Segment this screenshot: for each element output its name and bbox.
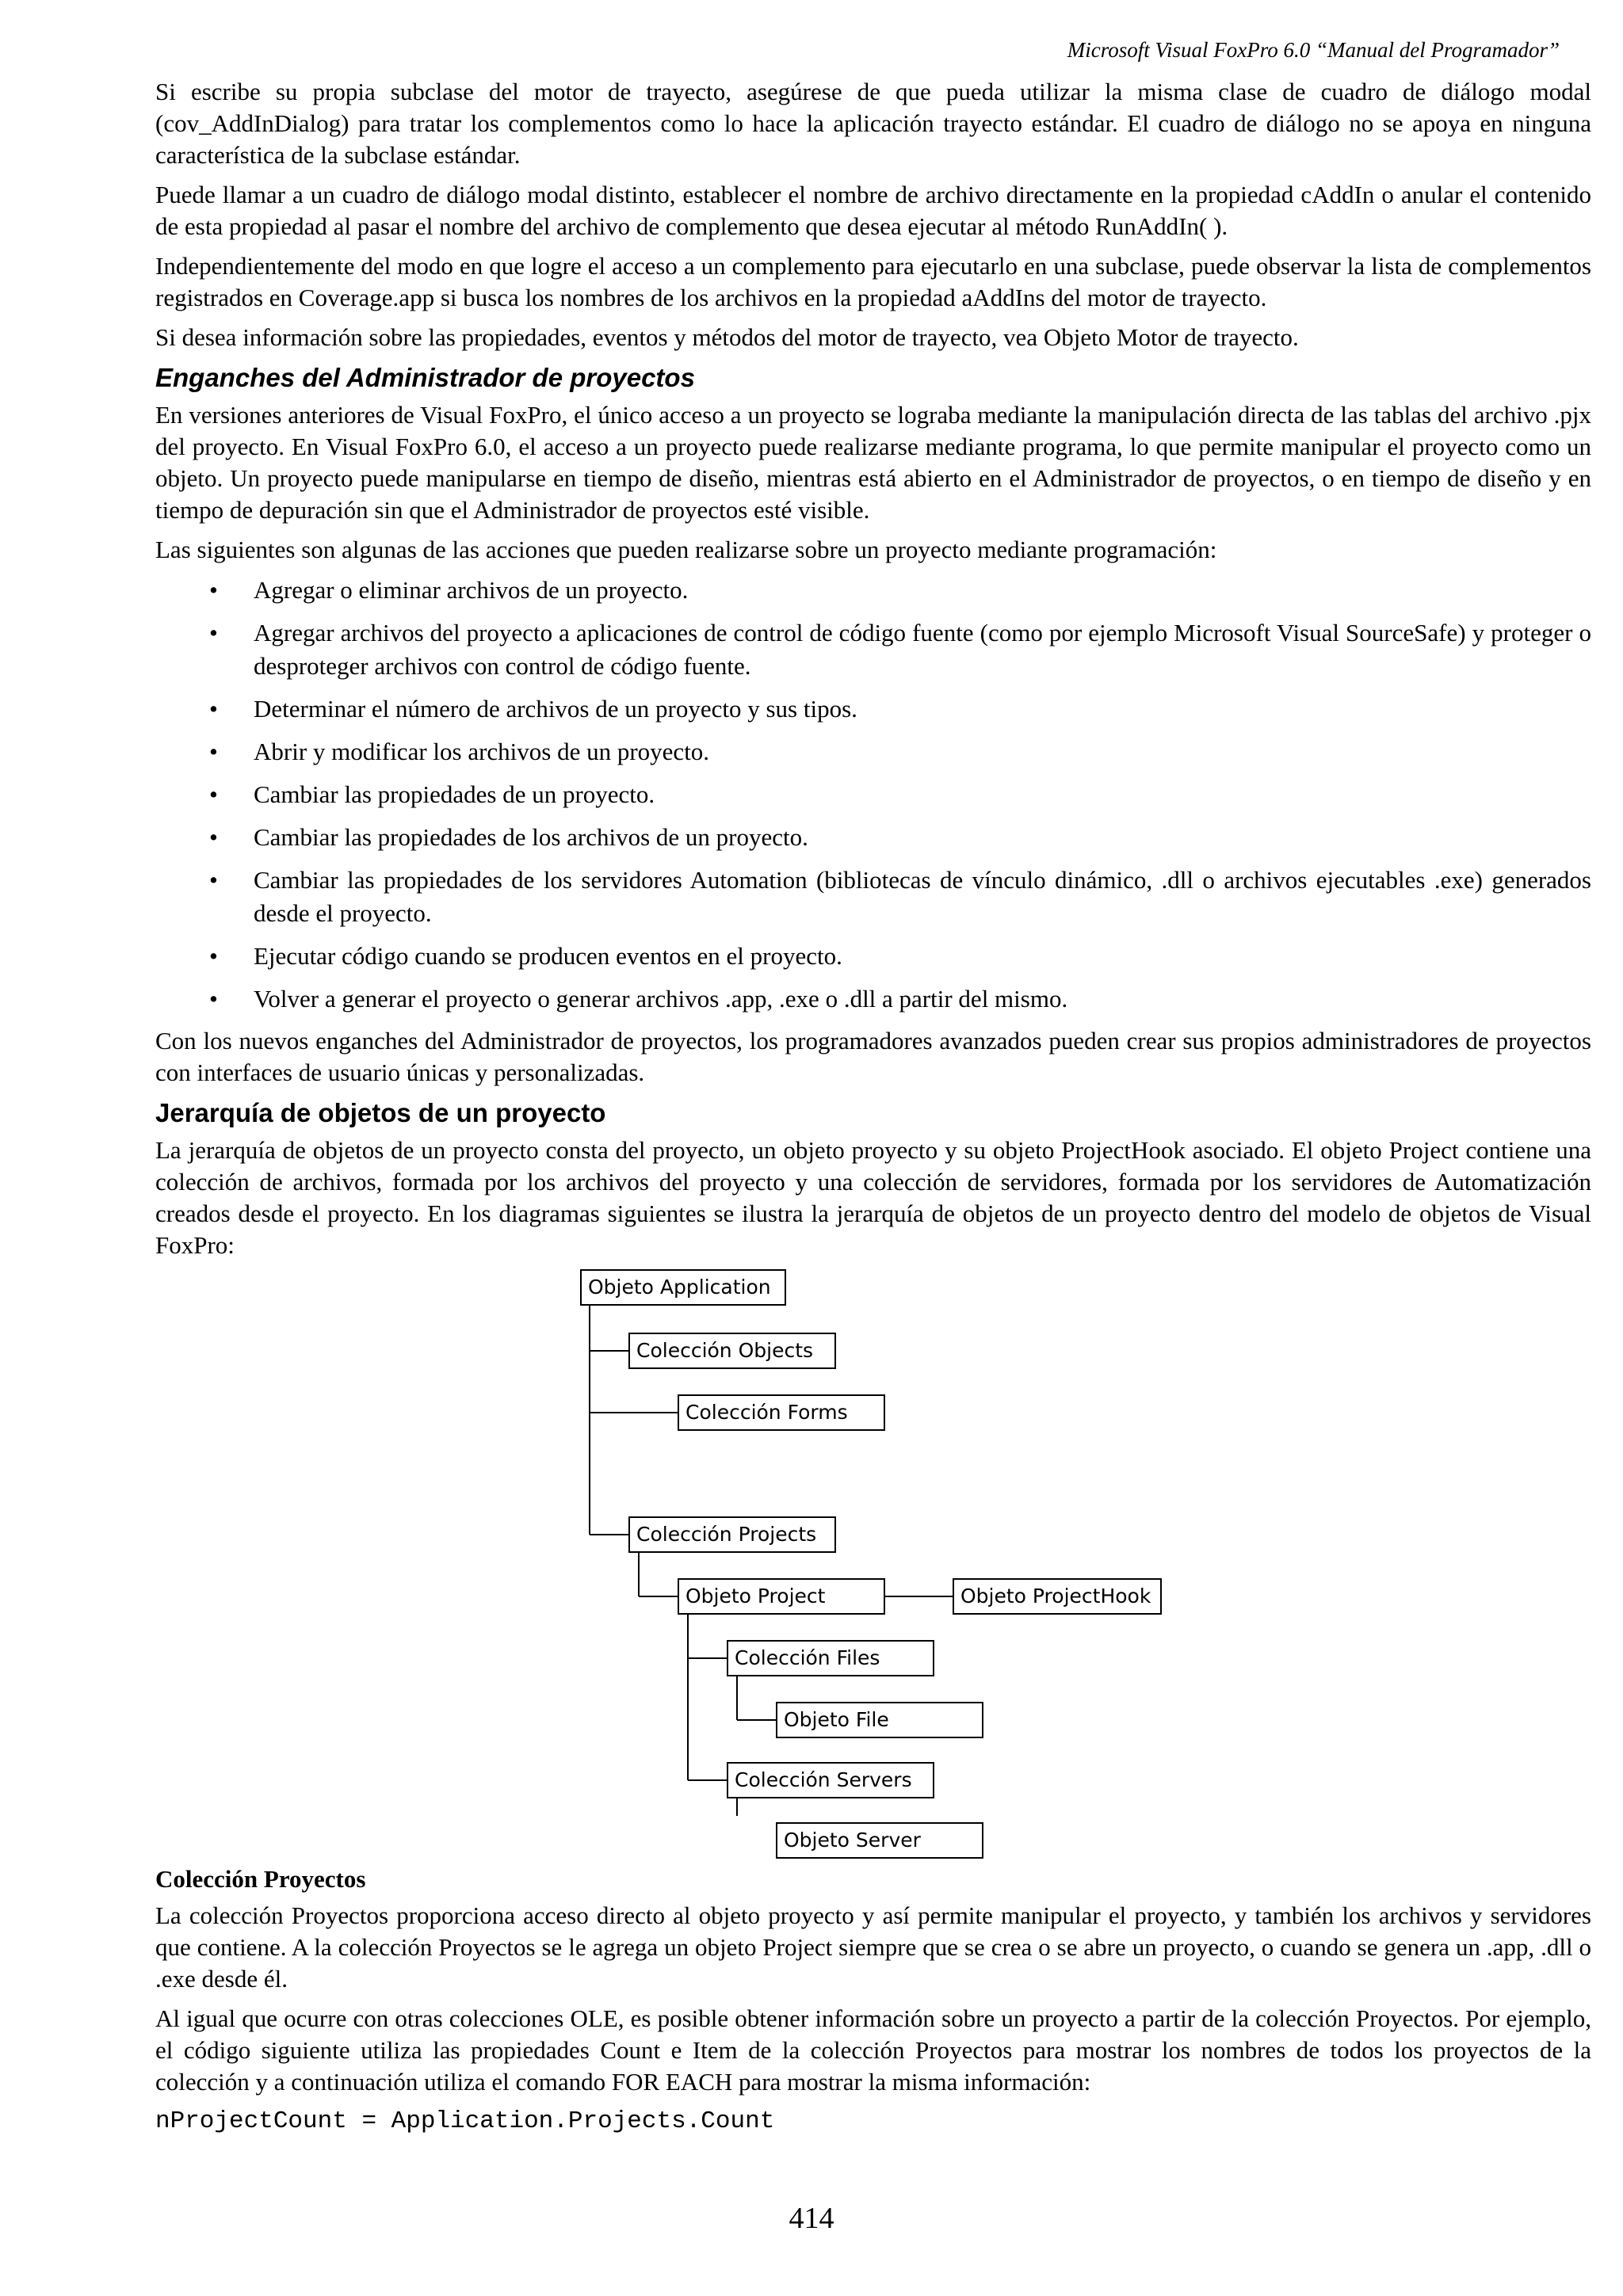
node-objeto-projecthook: Objeto ProjectHook — [953, 1578, 1162, 1615]
node-objeto-server: Objeto Server — [776, 1822, 983, 1859]
intro-paragraph-4: Si desea información sobre las propiedades, eventos y métodos del motor de trayecto, vea Objeto Motor de trayecto. — [155, 323, 1299, 351]
object-hierarchy-diagram — [155, 1269, 1591, 1852]
section-title-hierarchy: Jerarquía de objetos de un proyecto — [155, 1098, 606, 1127]
node-coleccion-servers: Colección Servers — [727, 1762, 934, 1798]
list-item: • Agregar archivos del proyecto a aplicaciones de control de código fuente (como por ejemplo Microsoft Visual SourceSafe) y proteger o desproteger archivos con control de código fuente. — [155, 616, 1591, 683]
list-item: • Cambiar las propiedades de un proyecto. — [155, 778, 1591, 811]
page-number: 414 — [789, 2202, 834, 2235]
node-coleccion-projects: Colección Projects — [628, 1516, 836, 1553]
collection-paragraph-1: La colección Proyectos proporciona acceso directo al objeto proyecto y así permite manipular el proyecto, y también los archivos y servidores que contiene. A la colección Proyectos se le agrega un objeto Project siempre que se crea o se abre un proyecto, o cuando se genera un .app, .dll o .exe desde él. — [155, 1901, 1591, 1993]
node-objeto-file: Objeto File — [776, 1702, 983, 1738]
bullet-icon: • — [209, 823, 218, 851]
intro-paragraph-1: Si escribe su propia subclase del motor de trayecto, asegúrese de que pueda utilizar la misma clase de cuadro de diálogo modal (cov_AddInDialog) para tratar los complementos como lo hace la aplicación trayecto estándar. El cuadro de diálogo no se apoya en ninguna característica de la subclase estándar. — [155, 78, 1591, 169]
bullet-icon: • — [209, 942, 218, 970]
node-objeto-application: Objeto Application — [580, 1269, 786, 1306]
list-item: • Cambiar las propiedades de los servidores Automation (bibliotecas de vínculo dinámico, .dll o archivos ejecutables .exe) generados desde el proyecto. — [155, 864, 1591, 930]
running-header: Microsoft Visual FoxPro 6.0 “Manual del Programador” — [1067, 38, 1560, 62]
actions-bullet-list — [155, 574, 1591, 1016]
hooks-paragraph-2: Las siguientes son algunas de las acciones que pueden realizarse sobre un proyecto mediante programación: — [155, 536, 1217, 563]
bullet-icon: • — [209, 738, 218, 765]
bullet-icon: • — [209, 695, 218, 723]
list-item: • Volver a generar el proyecto o generar archivos .app, .exe o .dll a partir del mismo. — [155, 982, 1591, 1016]
section-title-collection: Colección Proyectos — [155, 1865, 366, 1893]
list-item: • Cambiar las propiedades de los archivos de un proyecto. — [155, 821, 1591, 854]
list-item: • Abrir y modificar los archivos de un proyecto. — [155, 735, 1591, 769]
intro-paragraph-2: Puede llamar a un cuadro de diálogo modal distinto, establecer el nombre de archivo directamente en la propiedad cAddIn o anular el contenido de esta propiedad al pasar el nombre del archivo de complemento que desea ejecutar al método RunAddIn( ). — [155, 181, 1591, 240]
node-coleccion-objects: Colección Objects — [628, 1333, 836, 1369]
bullet-icon: • — [209, 985, 218, 1013]
node-objeto-project: Objeto Project — [678, 1578, 885, 1615]
collection-paragraph-2: Al igual que ocurre con otras colecciones OLE, es posible obtener información sobre un proyecto a partir de la colección Proyectos. Por ejemplo, el código siguiente utiliza las propiedades Count e Item de la colección Proyectos para mostrar los nombres de todos los proyectos de la colección y a continuación utiliza el comando FOR EACH para mostrar la misma información: — [155, 2004, 1591, 2096]
hooks-paragraph-3: Con los nuevos enganches del Administrador de proyectos, los programadores avanzados pueden crear sus propios administradores de proyectos con interfaces de usuario únicas y personalizadas. — [155, 1027, 1591, 1086]
list-item: • Agregar o eliminar archivos de un proyecto. — [155, 574, 1591, 607]
code-line: nProjectCount = Application.Projects.Count — [155, 2107, 775, 2135]
section-title-hooks: Enganches del Administrador de proyectos — [155, 363, 695, 392]
intro-paragraph-3: Independientemente del modo en que logre el acceso a un complemento para ejecutarlo en una subclase, puede observar la lista de complementos registrados en Coverage.app si busca los nombres de los archivos en la propiedad aAddIns del motor de trayecto. — [155, 252, 1591, 311]
node-coleccion-files: Colección Files — [727, 1640, 934, 1676]
bullet-icon: • — [209, 576, 218, 604]
bullet-icon: • — [209, 866, 218, 894]
list-item: • Ejecutar código cuando se producen eventos en el proyecto. — [155, 940, 1591, 973]
bullet-icon: • — [209, 619, 218, 646]
bullet-icon: • — [209, 780, 218, 808]
list-item: • Determinar el número de archivos de un proyecto y sus tipos. — [155, 692, 1591, 726]
hooks-paragraph-1: En versiones anteriores de Visual FoxPro, el único acceso a un proyecto se lograba mediante la manipulación directa de las tablas del archivo .pjx del proyecto. En Visual FoxPro 6.0, el acceso a un proyecto puede realizarse mediante programa, lo que permite manipular el proyecto como un objeto. Un proyecto puede manipularse en tiempo de diseño, mientras está abierto en el Administrador de proyectos, o en tiempo de diseño y en tiempo de depuración sin que el Administrador de proyectos esté visible. — [155, 401, 1591, 524]
node-coleccion-forms: Colección Forms — [678, 1394, 885, 1431]
page-content — [155, 76, 1591, 2138]
hierarchy-paragraph: La jerarquía de objetos de un proyecto consta del proyecto, un objeto proyecto y su objeto ProjectHook asociado. El objeto Project contiene una colección de archivos, formada por los archivos del proyecto y una colección de servidores, formada por los servidores de Automatización creados desde el proyecto. En los diagramas siguientes se ilustra la jerarquía de objetos de un proyecto dentro del modelo de objetos de Visual FoxPro: — [155, 1136, 1591, 1259]
